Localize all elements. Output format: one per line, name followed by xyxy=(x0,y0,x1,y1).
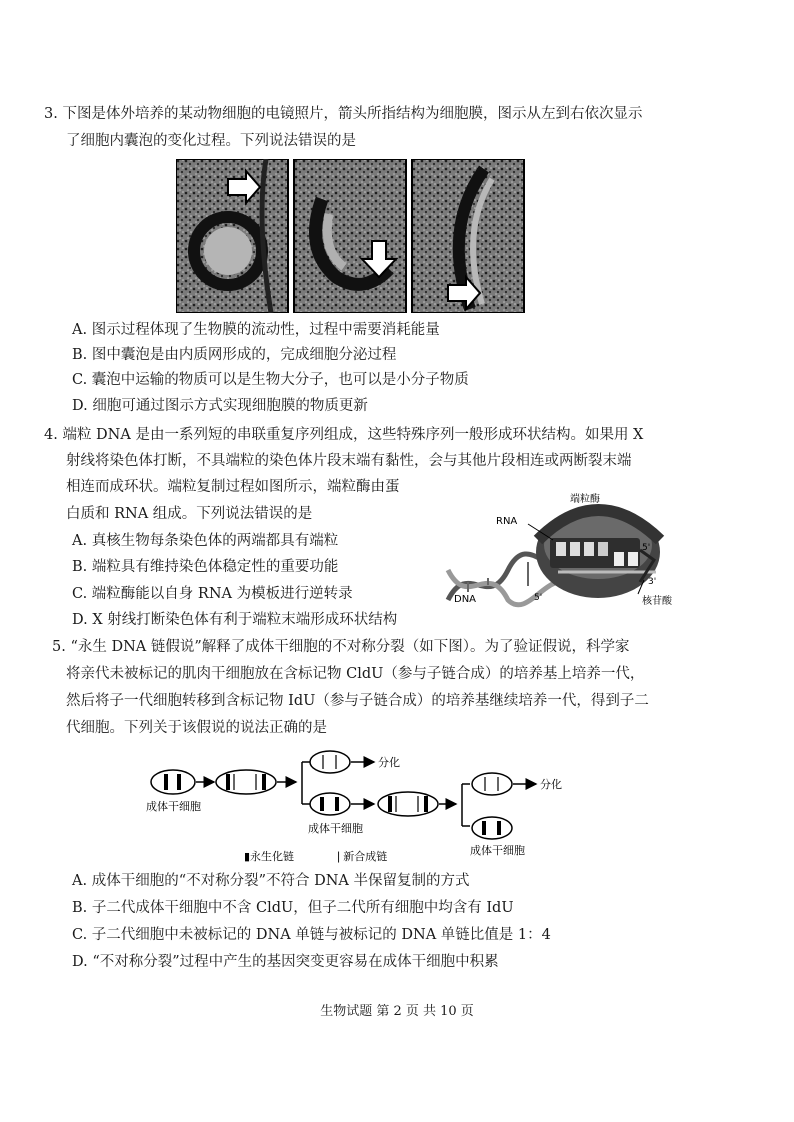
q5-stem-line1: 5. “永生 DNA 链假说”解释了成体干细胞的不对称分裂（如下图）。为了验证假说，科学家 xyxy=(52,639,630,655)
label-differentiate-1: 分化 xyxy=(378,756,400,769)
label-telomerase: 端粒酶 xyxy=(570,494,600,505)
q4-stem-line3: 相连而成环状。端粒复制过程如图所示，端粒酶由蛋 xyxy=(66,479,400,495)
q4-stem-line1: 4. 端粒 DNA 是由一系列短的串联重复序列组成，这些特殊序列一般形成环状结构。如果用 X xyxy=(44,427,644,443)
daughter-cell-new-strands xyxy=(310,751,350,773)
label-stem-cell-2: 成体干细胞 xyxy=(308,822,363,835)
legend-immortal-strand: ▮永生化链 xyxy=(244,850,295,863)
label-5prime-top: 5' xyxy=(642,543,651,553)
q4-stem-line4: 白质和 RNA 组成。下列说法错误的是 xyxy=(66,506,313,522)
micrograph-panel-1 xyxy=(176,159,288,313)
parent-cell xyxy=(151,770,195,794)
granddaughter-cell-new-strands xyxy=(472,773,512,795)
label-differentiate-2: 分化 xyxy=(540,778,562,791)
granddaughter-stem-cell xyxy=(472,817,512,839)
label-5prime-bottom: 5' xyxy=(534,593,543,603)
q4-stem-line2: 射线将染色体打断，不具端粒的染色体片段末端有黏性，会与其他片段相连或两断裂末端 xyxy=(66,453,632,469)
telomerase-figure xyxy=(438,490,674,614)
q3-option-c[interactable]: C. 囊泡中运输的物质可以是生物大分子，也可以是小分子物质 xyxy=(72,372,469,388)
micrograph-panel-3 xyxy=(412,159,524,313)
q5-stem-line2: 将亲代未被标记的肌肉干细胞放在含标记物 CldU（参与子链合成）的培养基上培养一代， xyxy=(66,666,645,682)
q5-stem-line3: 然后将子一代细胞转移到含标记物 IdU（参与子链合成）的培养基继续培养一代，得到子二 xyxy=(66,693,649,709)
q5-stem-line4: 代细胞。下列关于该假说的说法正确的是 xyxy=(66,720,327,736)
q5-option-c[interactable]: C. 子二代细胞中未被标记的 DNA 单链与被标记的 DNA 单链比值是 1：4 xyxy=(72,927,551,943)
q5-option-a[interactable]: A. 成体干细胞的“不对称分裂”不符合 DNA 半保留复制的方式 xyxy=(72,873,470,889)
q4-option-b[interactable]: B. 端粒具有维持染色体稳定性的重要功能 xyxy=(72,559,339,575)
asymmetric-division-diagram xyxy=(144,742,584,864)
q3-option-b[interactable]: B. 图中囊泡是由内质网形成的，完成细胞分泌过程 xyxy=(72,347,397,363)
q5-option-d[interactable]: D. “不对称分裂”过程中产生的基因突变更容易在成体干细胞中积累 xyxy=(72,954,499,970)
label-dna: DNA xyxy=(454,594,477,605)
micrograph-panel-2 xyxy=(294,159,406,313)
q4-option-d[interactable]: D. X 射线打断染色体有利于端粒末端形成环状结构 xyxy=(72,612,398,628)
label-rna: RNA xyxy=(496,516,518,527)
dividing-cell-1 xyxy=(216,770,276,794)
legend-new-strand: ❘新合成链 xyxy=(334,850,388,863)
q3-option-d[interactable]: D. 细胞可通过图示方式实现细胞膜的物质更新 xyxy=(72,398,368,414)
q4-option-c[interactable]: C. 端粒酶能以自身 RNA 为模板进行逆转录 xyxy=(72,586,353,602)
q3-stem-line1: 3. 下图是体外培养的某动物细胞的电镜照片，箭头所指结构为细胞膜，图示从左到右依次显示 xyxy=(44,106,643,122)
daughter-stem-cell xyxy=(310,793,350,815)
q5-option-b[interactable]: B. 子二代成体干细胞中不含 CldU，但子二代所有细胞中均含有 IdU xyxy=(72,900,514,916)
label-nucleotide: 核苷酸 xyxy=(642,596,672,607)
q3-option-a[interactable]: A. 图示过程体现了生物膜的流动性，过程中需要消耗能量 xyxy=(72,322,440,338)
q4-option-a[interactable]: A. 真核生物每条染色体的两端都具有端粒 xyxy=(72,533,339,549)
q3-micrograph-figure xyxy=(176,159,526,313)
label-stem-cell-1: 成体干细胞 xyxy=(146,800,201,813)
q3-stem-line2: 了细胞内囊泡的变化过程。下列说法错误的是 xyxy=(66,133,356,149)
label-stem-cell-3: 成体干细胞 xyxy=(470,844,525,857)
page-footer: 生物试题 第 2 页 共 10 页 xyxy=(320,1004,474,1019)
label-3prime: 3' xyxy=(648,577,657,587)
dividing-cell-2 xyxy=(378,792,438,816)
